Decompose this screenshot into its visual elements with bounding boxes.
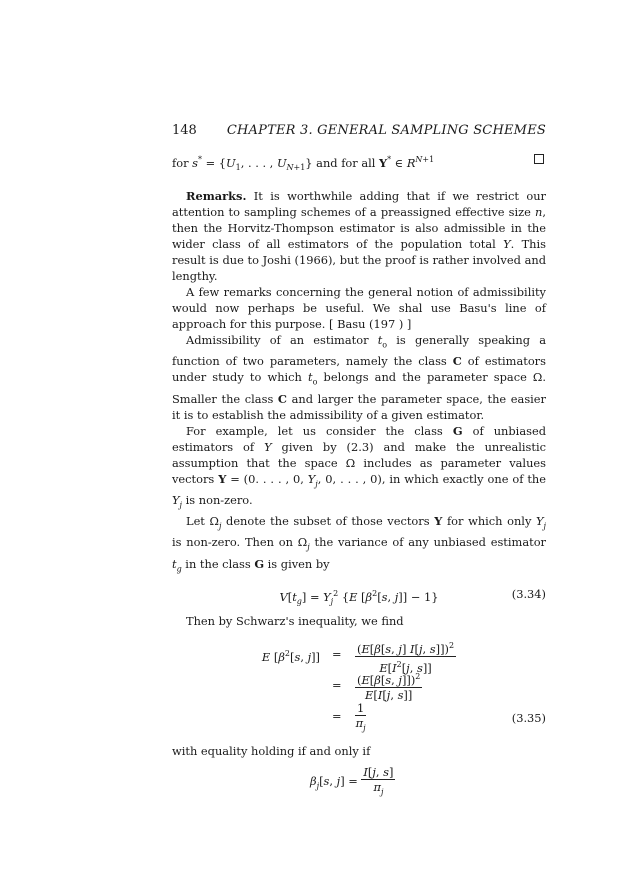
page-body — [172, 152, 546, 805]
equation-3-34-body: $V[t_g] = Y_j^2$ {E [$\beta^2[s$, j]] − 1} — [279, 589, 439, 607]
equation-3-34-tag: (3.34) — [511, 587, 546, 602]
page-number: 148 — [172, 123, 197, 138]
remarks-paragraph: Remarks. It is worthwhile adding that if we restrict our attention to sampling schemes of a preassigned effective size n, then the Horvitz-Thompson estimator is also admissible in the wider class of all estimators of the population total Y. This result is due to Joshi (1966), but the proof is rather involved and lengthy. — [172, 189, 546, 284]
paragraph-omega: Let $\Omega_j$ denote the subset of those vectors Y for which only $Y_j$ is non-zero. Then on $\Omega_j$ the variance of any unbiased estimator $t_g$ in the class G is given by — [172, 514, 547, 574]
paragraph-example: For example, let us consider the class G of unbiased estimators of Y given by (2.3) and make the unrealistic assumption that the space Ω includes as parameter values vectors Y = (0. . . . , 0, $Y_j$, 0, . . . , 0), in which exactly one of the $Y_j$ is non-zero. — [172, 423, 546, 510]
paragraph-schwarz: Then by Schwarz's inequality, we find — [186, 614, 404, 629]
equation-3-35-tag: (3.35) — [511, 711, 546, 726]
equation-row-1: E [$\beta^2[s$, j]] = $\frac{(E[\beta[s, j] I[j, s]])^2}{E[I^2[j, s]]}$ — [261, 641, 455, 675]
equation-3-34 — [172, 583, 546, 607]
equation-row-3: = $\frac{1}{\pi_j}$ (3.35) — [332, 701, 546, 733]
paragraph-basu: A few remarks concerning the general notion of admissibility would now perhaps be useful. We shal use Basu's line of approach for this purpose. [ Basu (197 ) ] — [172, 285, 546, 332]
remarks-heading: Remarks. — [186, 189, 247, 204]
equation-row-2: = $\frac{(E[\beta[s, j]])^2}{E[I[j, s]]}$ — [332, 672, 421, 702]
qed-line: for $s^* = \{U_1$, . . . , $U_{N+1}$} and for all Y* ∈ $R^{N+1}$ — [172, 152, 546, 176]
paragraph-equality: with equality holding if and only if — [172, 744, 371, 759]
equation-3-35 — [172, 639, 546, 731]
qed-symbol — [534, 154, 544, 164]
equation-beta: $\beta_j[s$, j] = $\frac{I[j, s]}{\pi_j}$ — [310, 765, 394, 797]
paragraph-admissibility: Admissibility of an estimator $t_o$ is generally speaking a function of two parameters, namely the class C of estimators under study to which $t_o$ belongs and the parameter space Ω. Smaller the class C and larger the parameter space, the easier it is to establish the admissibility of a given estimator. — [172, 333, 547, 422]
chapter-title: CHAPTER 3. GENERAL SAMPLING SCHEMES — [226, 123, 546, 138]
